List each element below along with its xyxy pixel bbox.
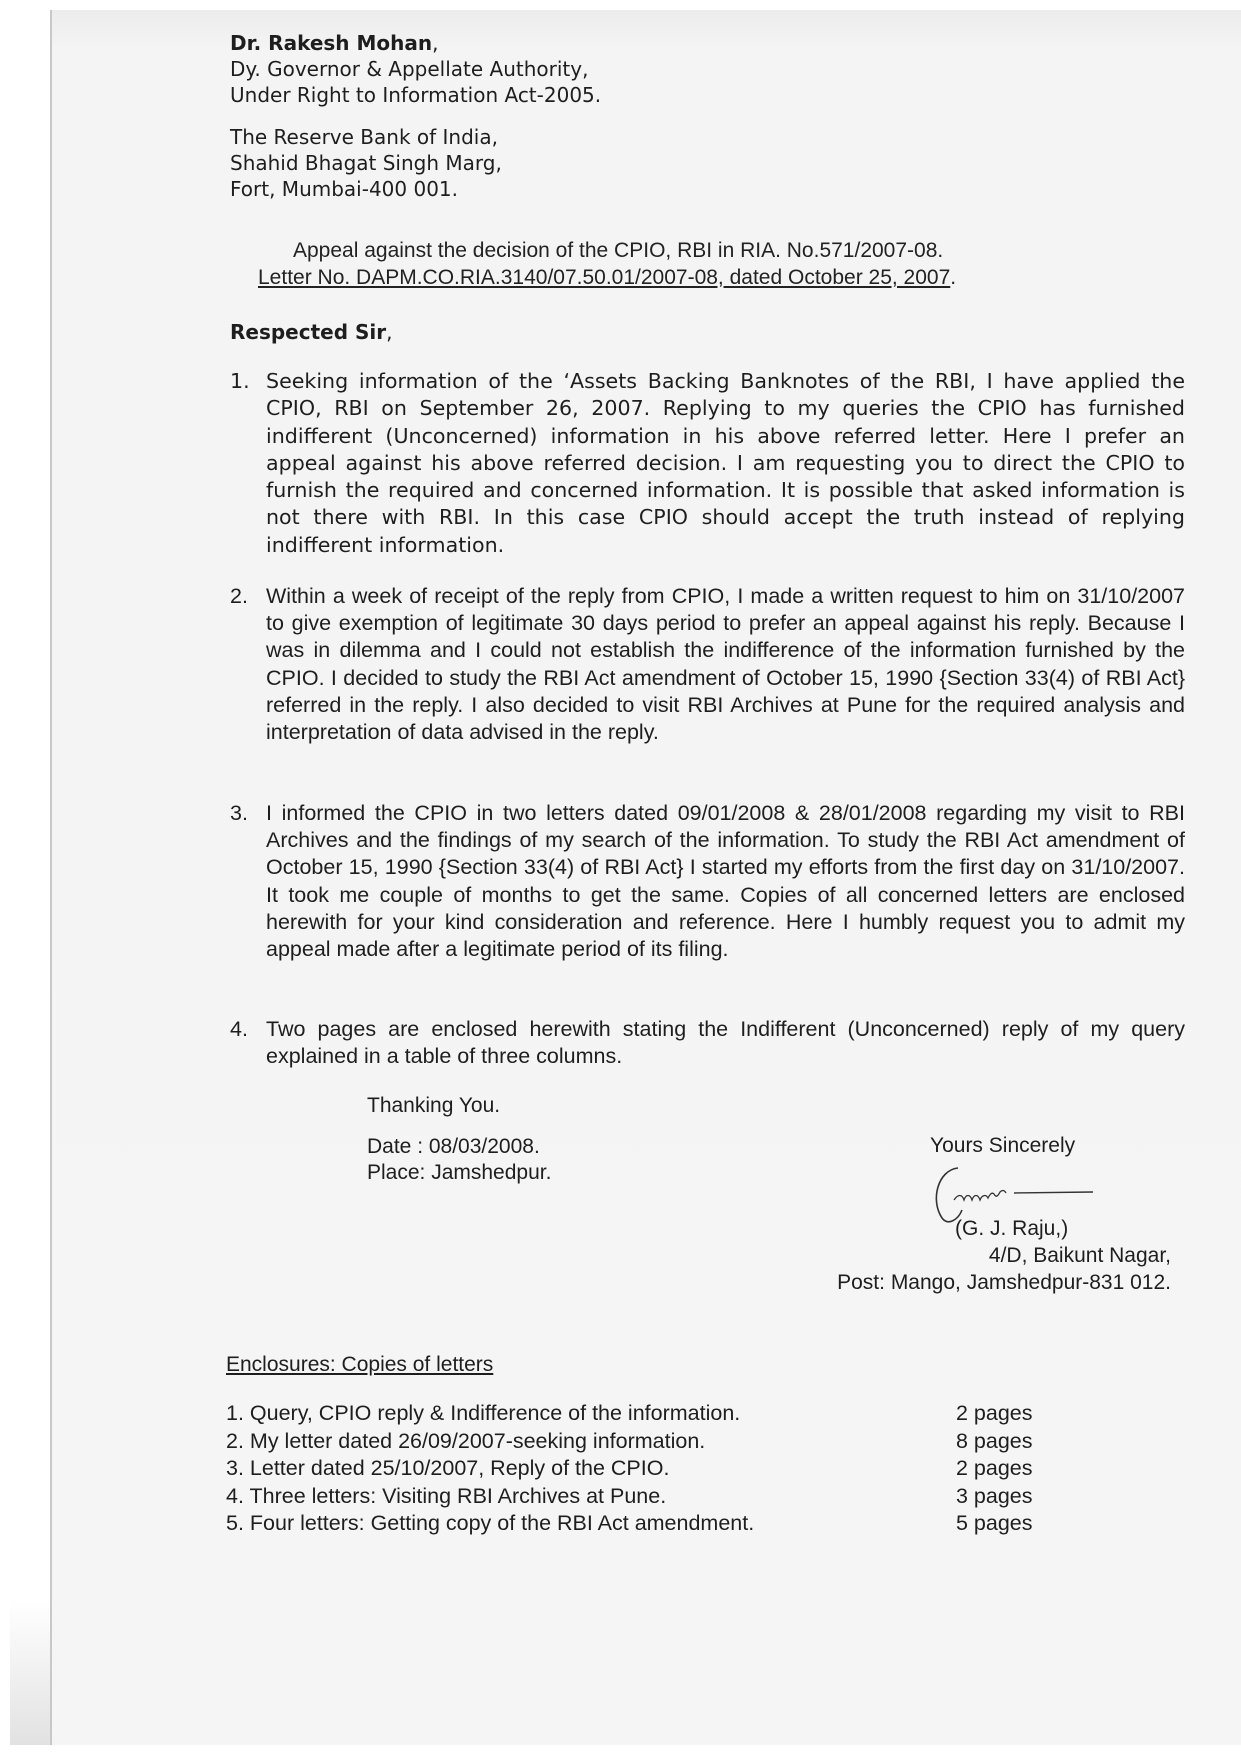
subject-line-1: Appeal against the decision of the CPIO, RBI in RIA. No.571/2007-08. — [293, 239, 944, 262]
recipient-name: Dr. Rakesh Mohan — [230, 31, 433, 55]
signer-address — [837, 1242, 1171, 1296]
recipient-street: Shahid Bhagat Singh Marg, — [230, 151, 502, 175]
salutation: Respected Sir, — [230, 320, 393, 344]
signer-address-2: Post: Mango, Jamshedpur-831 012. — [837, 1271, 1171, 1294]
yours-sincerely: Yours Sincerely — [930, 1134, 1076, 1157]
enclosure-item: 2. My letter dated 26/09/2007-seeking information. 8 pages — [226, 1428, 1033, 1453]
signer-name: (G. J. Raju,) — [955, 1217, 1069, 1240]
paragraph-2: 2. Within a week of receipt of the reply from CPIO, I made a written request to him on 31/10/2007 to give exemption of legitimate 30 days period to prefer an appeal against his reply. Because I was in dilemma and I could not establish the indifference of the information furnished by the CPIO. I decided to study the RBI Act amendment of October 15, 1990 {Section 33(4) of RBI Act} referred in the reply. I also decided to visit RBI Archives at Pune for the required analysis and interpretation of data advised in the reply. — [230, 584, 1185, 745]
signer-address-1: 4/D, Baikunt Nagar, — [988, 1244, 1171, 1267]
subject-line-2: Letter No. DAPM.CO.RIA.3140/07.50.01/2007-08, dated October 25, 2007. — [258, 266, 957, 289]
enclosures-title: Enclosures: Copies of letters — [226, 1353, 494, 1376]
thanking-line: Thanking You. — [367, 1094, 501, 1117]
recipient-org: The Reserve Bank of India, — [230, 125, 498, 149]
enclosure-item: 3. Letter dated 25/10/2007, Reply of the CPIO. 2 pages — [226, 1456, 1033, 1480]
paragraph-3: 3. I informed the CPIO in two letters dated 09/01/2008 & 28/01/2008 regarding my visit to RBI Archives and the findings of my search of the information. To study the RBI Act amendment of October 15, 1990 {Section 33(4) of RBI Act} I started my efforts from the first day on 31/10/2007. It took me couple of months to get the same. Copies of all concerned letters are enclosed herewith for your kind consideration and reference. Here I humbly request you to admit my appeal made after a legitimate period of its filing. — [230, 801, 1185, 962]
recipient-title-1: Dy. Governor & Appellate Authority, — [230, 57, 589, 81]
recipient-city: Fort, Mumbai-400 001. — [230, 177, 459, 201]
enclosure-item: 1. Query, CPIO reply & Indifference of the information. 2 pages — [226, 1401, 1033, 1425]
recipient-block: Dr. Rakesh Mohan, Dy. Governor & Appellate Authority, Under Right to Information Act-2005. — [230, 31, 602, 107]
recipient-title-2: Under Right to Information Act-2005. — [230, 83, 602, 107]
paragraph-4: 4. Two pages are enclosed herewith stating the Indifferent (Unconcerned) reply of my query explained in a table of three columns. — [230, 1017, 1185, 1069]
enclosures-list — [226, 1400, 1056, 1538]
scan-edge-shadow — [10, 1600, 50, 1745]
enclosure-item: 5. Four letters: Getting copy of the RBI Act amendment. 5 pages — [226, 1511, 1033, 1535]
letter-place: Place: Jamshedpur. — [367, 1161, 552, 1184]
recipient-address — [230, 124, 502, 202]
letter-date: Date : 08/03/2008. — [367, 1135, 540, 1158]
date-place-block — [367, 1134, 551, 1186]
subject-block — [258, 237, 956, 291]
paragraph-1: 1. Seeking information of the ‘Assets Backing Banknotes of the RBI, I have applied the CPIO, RBI on September 26, 2007. Replying to my queries the CPIO has furnished indifferent (Unconcerned) information in his above referred letter. Here I prefer an appeal against his above referred decision. I am requesting you to direct the CPIO to furnish the required and concerned information. It is possible that asked information is not there with RBI. In this case CPIO should accept the truth instead of replying indifferent information. — [230, 369, 1185, 557]
enclosure-item: 4. Three letters: Visiting RBI Archives at Pune. 3 pages — [226, 1483, 1033, 1508]
